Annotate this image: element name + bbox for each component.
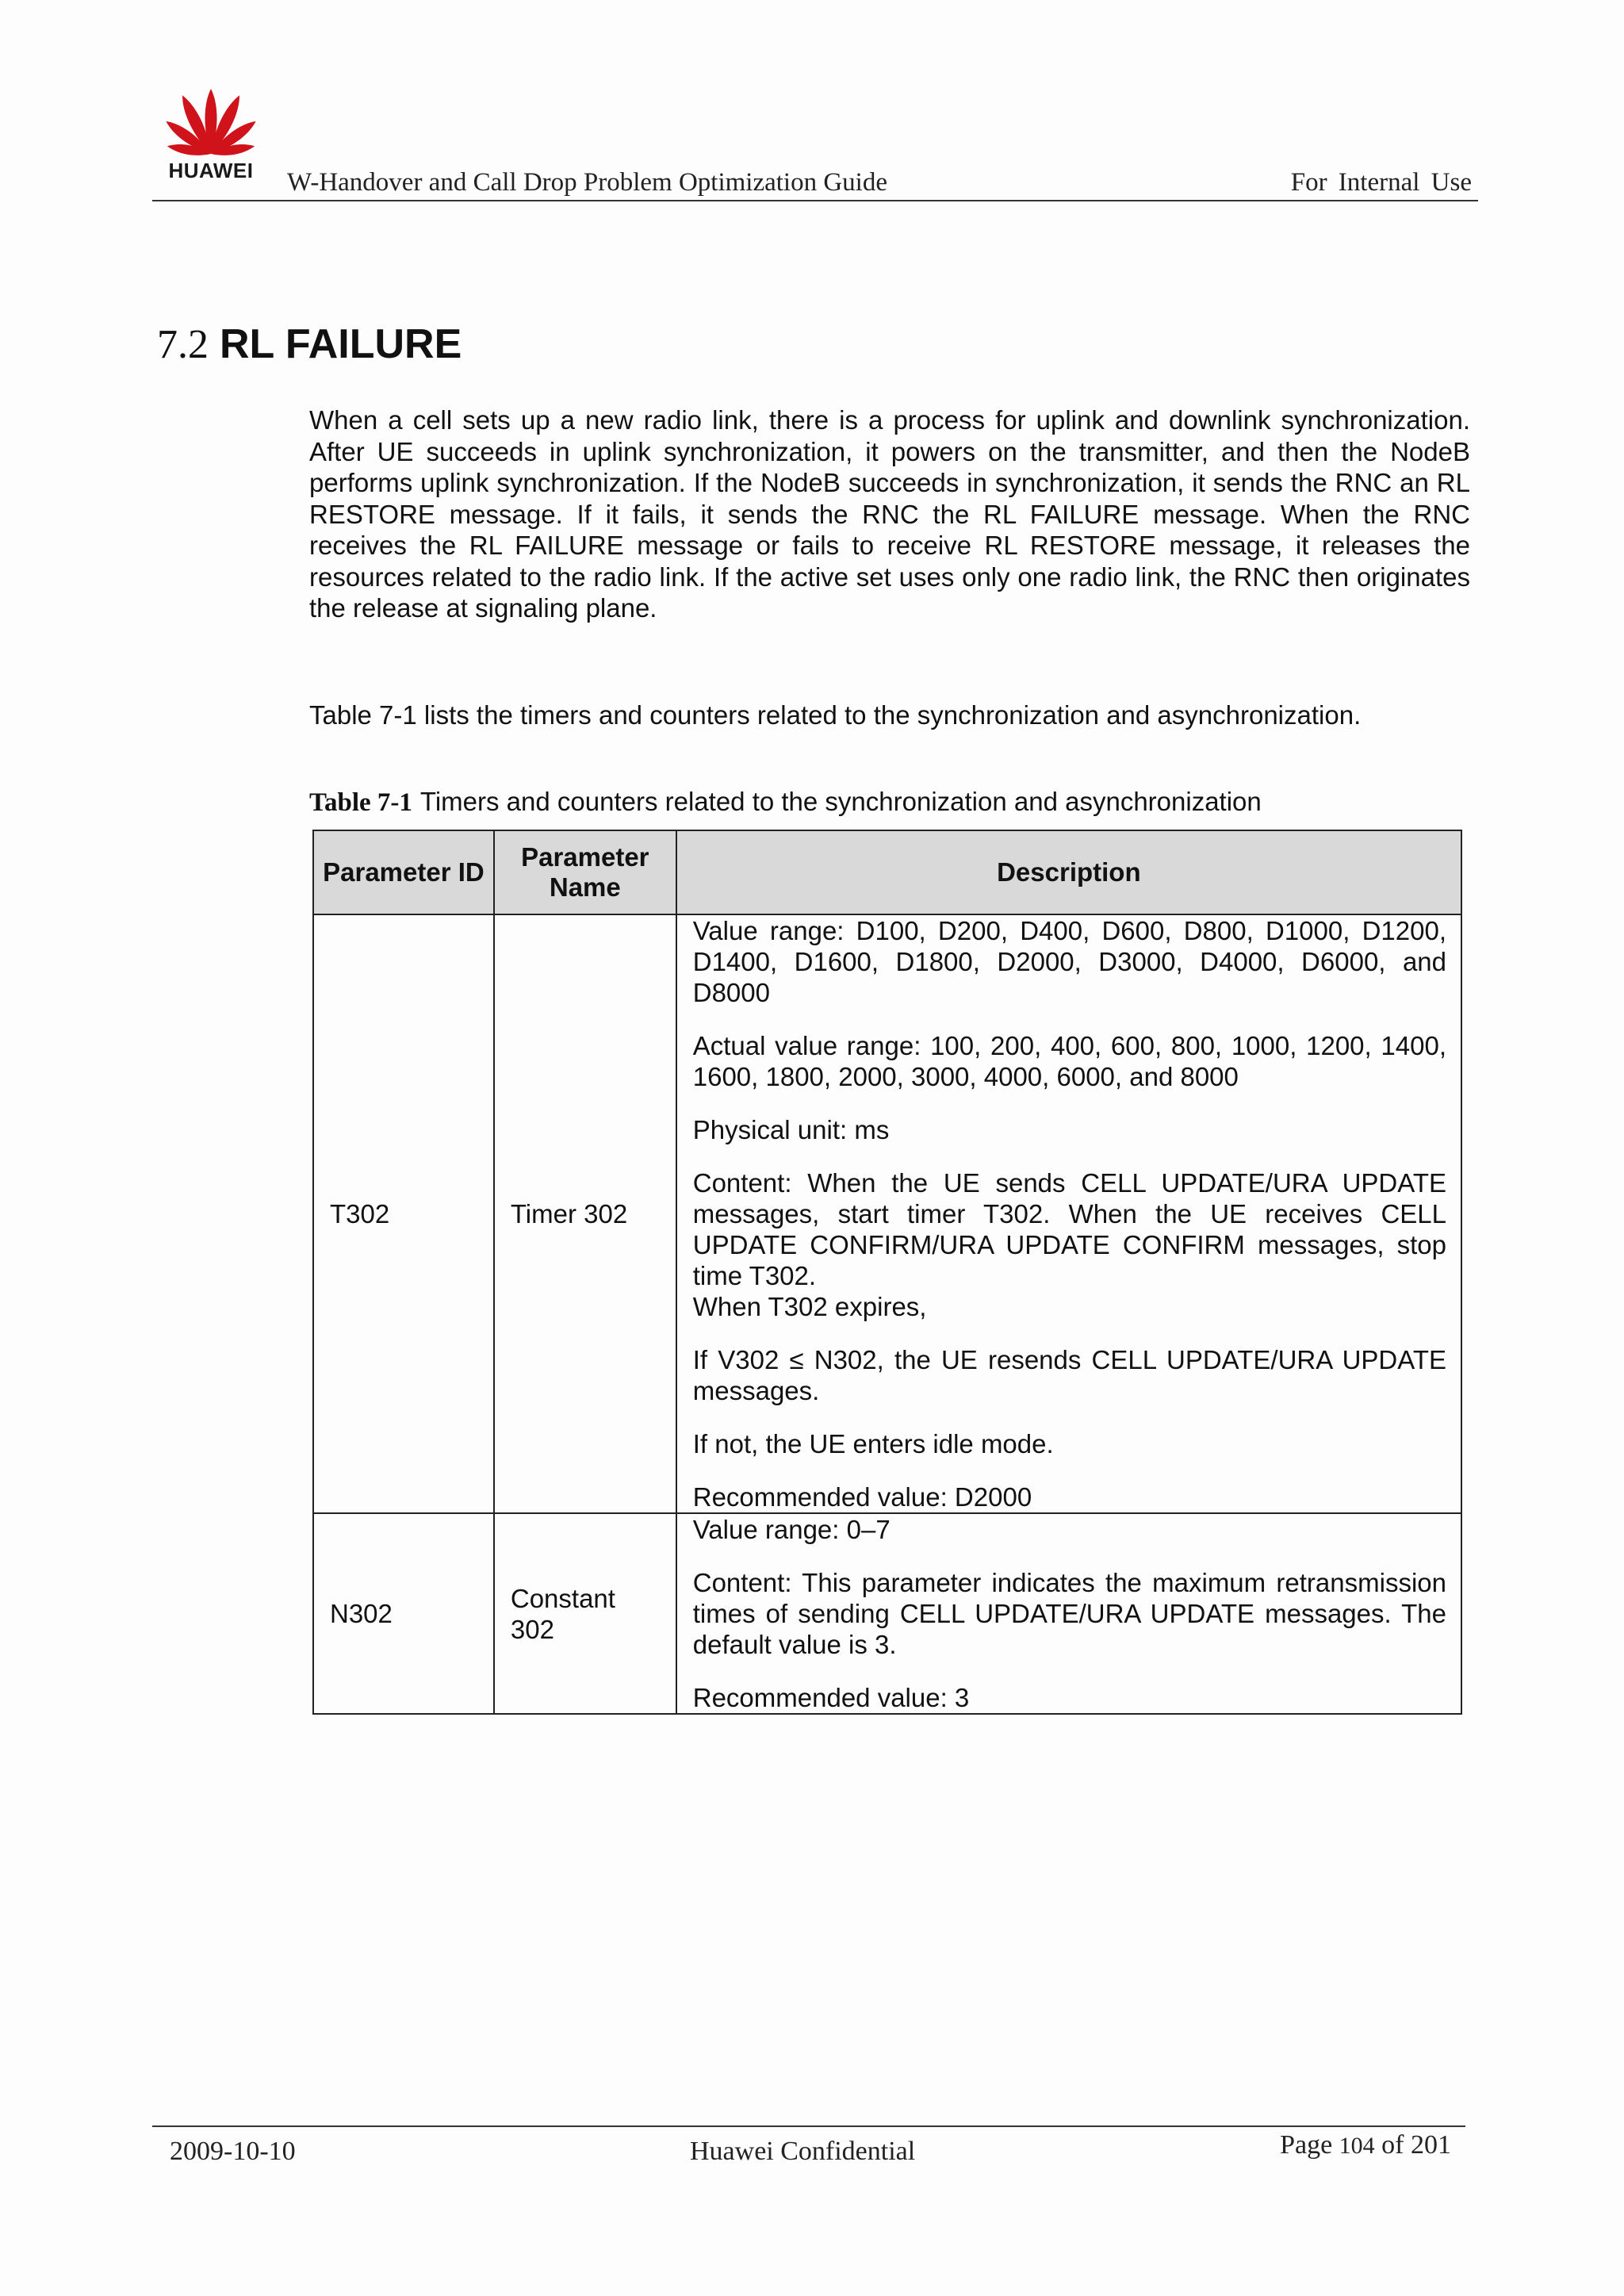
classification-label: For Internal Use <box>1290 168 1472 197</box>
header-divider <box>152 200 1478 201</box>
description-recommended: Recommended value: D2000 <box>692 1482 1032 1512</box>
description-unit: Physical unit: ms <box>692 1115 890 1144</box>
section-heading <box>157 320 462 368</box>
parameter-id-cell: N302 <box>313 1513 494 1714</box>
header-parameter-name: Parameter Name <box>494 830 676 914</box>
document-title: W-Handover and Call Drop Problem Optimization Guide <box>287 168 888 197</box>
table-row <box>313 914 1461 1513</box>
description-cell <box>676 1513 1461 1714</box>
description-expiry: When T302 expires, <box>692 1292 927 1321</box>
table-caption-text: Timers and counters related to the synchronization and asynchronization <box>419 787 1262 816</box>
header-description: Description <box>676 830 1461 914</box>
footer-divider <box>152 2125 1465 2127</box>
page-number <box>1280 2130 1451 2160</box>
description-otherwise: If not, the UE enters idle mode. <box>692 1429 1054 1458</box>
intro-paragraph: When a cell sets up a new radio link, there is a process for uplink and downlink synchronization. After UE succeeds in uplink synchronization, it powers on the transmitter, and then the NodeB performs uplink synchronization. If the NodeB succeeds in synchronization, it sends the RNC an RL RESTORE message. If it fails, it sends the RNC the RL FAILURE message. When the RNC receives the RL FAILURE message or fails to receive RL RESTORE message, it releases the resources related to the radio link. If the active set uses only one radio link, the RNC then originates the release at signaling plane. <box>309 405 1470 623</box>
huawei-logo <box>157 82 265 194</box>
table-header-row <box>313 830 1461 914</box>
description-value-range: Value range: D100, D200, D400, D600, D800, D1000, D1200, D1400, D1600, D1800, D2000, D3000, D4000, D6000, and D8000 <box>692 916 1446 1007</box>
footer-date: 2009-10-10 <box>170 2137 296 2166</box>
section-number: 7.2 <box>157 322 209 367</box>
description-actual-range: Actual value range: 100, 200, 400, 600, 800, 1000, 1200, 1400, 1600, 1800, 2000, 3000, 4000, 6000, and 8000 <box>692 1031 1446 1091</box>
description-cell <box>676 914 1461 1513</box>
section-title: RL FAILURE <box>220 321 462 367</box>
header-parameter-id: Parameter ID <box>313 830 494 914</box>
description-recommended: Recommended value: 3 <box>692 1683 970 1712</box>
huawei-petals-icon <box>157 82 265 159</box>
description-value-range: Value range: 0–7 <box>692 1515 891 1544</box>
table-caption <box>309 787 1262 818</box>
parameters-table <box>312 830 1462 1715</box>
description-content: Content: This parameter indicates the maximum retransmission times of sending CELL UPDATE/URA UPDATE messages. The default value is 3. <box>692 1568 1446 1659</box>
footer-confidential: Huawei Confidential <box>690 2137 916 2166</box>
parameter-name-cell: Constant 302 <box>494 1513 676 1714</box>
page-current: 104 <box>1339 2133 1375 2159</box>
description-condition: If V302 ≤ N302, the UE resends CELL UPDATE/URA UPDATE messages. <box>692 1345 1446 1405</box>
parameter-name-cell: Timer 302 <box>494 914 676 1513</box>
page-prefix: Page <box>1280 2130 1333 2160</box>
table-reference-paragraph: Table 7-1 lists the timers and counters related to the synchronization and asynchronization. <box>309 700 1362 730</box>
parameter-id-cell: T302 <box>313 914 494 1513</box>
logo-text: HUAWEI <box>168 159 254 182</box>
page-total: 201 <box>1411 2130 1451 2160</box>
table-row <box>313 1513 1461 1714</box>
page-separator: of <box>1381 2130 1404 2160</box>
description-content: Content: When the UE sends CELL UPDATE/URA UPDATE messages, start timer T302. When the UE receives CELL UPDATE CONFIRM/URA UPDATE CONFIRM messages, stop time T302. <box>692 1168 1446 1290</box>
table-caption-label: Table 7-1 <box>309 788 412 817</box>
